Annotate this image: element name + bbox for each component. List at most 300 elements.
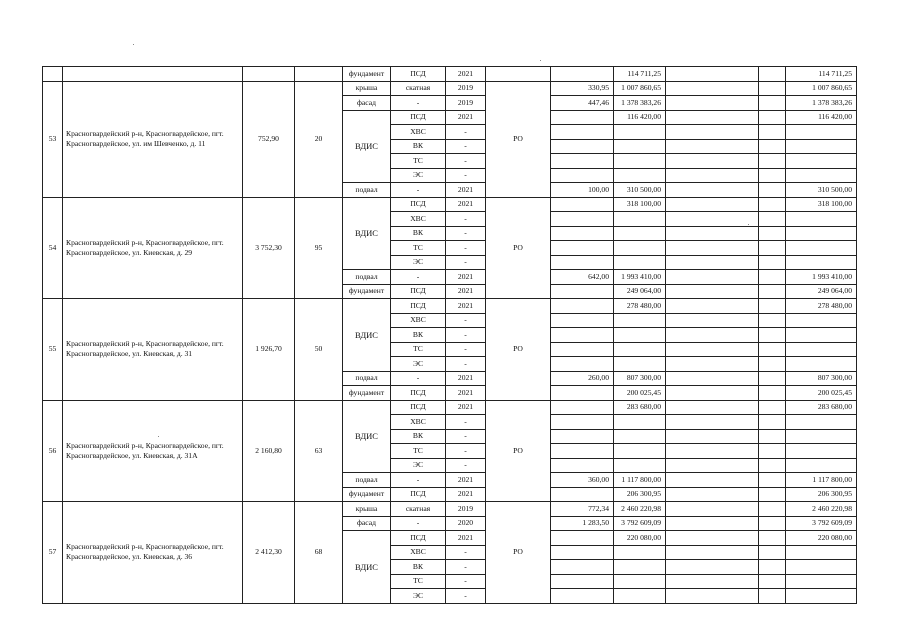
work-subtype: ЭС xyxy=(391,357,446,372)
empty-cell xyxy=(759,299,786,314)
house-address: Красногвардейский р-н, Красногвардейское, пгт. Красногвардейское, ул. Киевская, д. 29 xyxy=(63,197,243,299)
work-total: 249 064,00 xyxy=(786,284,857,299)
work-subtype: ВК xyxy=(391,226,446,241)
work-total xyxy=(786,139,857,154)
work-year: 2021 xyxy=(446,299,486,314)
work-total xyxy=(786,458,857,473)
work-volume xyxy=(551,139,614,154)
work-element: фундамент xyxy=(343,386,391,401)
work-element: крыша xyxy=(343,81,391,96)
work-cost xyxy=(614,458,666,473)
work-year: - xyxy=(446,560,486,575)
work-cost: 283 680,00 xyxy=(614,400,666,415)
work-subtype: ПСД xyxy=(391,386,446,401)
empty-cell xyxy=(666,154,759,169)
work-cost: 220 080,00 xyxy=(614,531,666,546)
empty-cell xyxy=(666,96,759,111)
house-number xyxy=(43,67,63,82)
work-year: - xyxy=(446,444,486,459)
work-volume xyxy=(551,429,614,444)
work-element: фасад xyxy=(343,516,391,531)
work-subtype: ПСД xyxy=(391,531,446,546)
work-year: 2019 xyxy=(446,81,486,96)
table-row xyxy=(43,400,857,415)
method-ro xyxy=(486,67,551,82)
work-subtype: ЭС xyxy=(391,458,446,473)
empty-cell xyxy=(666,371,759,386)
empty-cell xyxy=(759,67,786,82)
work-volume: 772,34 xyxy=(551,502,614,517)
empty-cell xyxy=(666,299,759,314)
work-year: 2021 xyxy=(446,284,486,299)
empty-cell xyxy=(759,429,786,444)
table-row xyxy=(43,67,857,82)
work-element: подвал xyxy=(343,270,391,285)
house-address: Красногвардейский р-н, Красногвардейское, пгт. Красногвардейское, ул. им Шевченко, д. 11 xyxy=(63,81,243,197)
work-year: 2021 xyxy=(446,110,486,125)
empty-cell xyxy=(666,429,759,444)
work-element: ВДИС xyxy=(343,299,391,372)
work-total: 807 300,00 xyxy=(786,371,857,386)
work-cost xyxy=(614,415,666,430)
work-volume xyxy=(551,67,614,82)
work-year: - xyxy=(446,328,486,343)
empty-cell xyxy=(759,545,786,560)
table-row xyxy=(43,81,857,96)
empty-cell xyxy=(666,415,759,430)
work-year: - xyxy=(446,589,486,604)
house-address: Красногвардейский р-н, Красногвардейское, пгт. Красногвардейское, ул. Киевская, д. 31А xyxy=(63,400,243,502)
empty-cell xyxy=(759,255,786,270)
work-subtype: ТС xyxy=(391,444,446,459)
empty-cell xyxy=(759,241,786,256)
empty-cell xyxy=(759,357,786,372)
work-volume xyxy=(551,154,614,169)
work-subtype: скатная xyxy=(391,81,446,96)
work-year: 2021 xyxy=(446,473,486,488)
method-ro: РО xyxy=(486,299,551,401)
work-element: фундамент xyxy=(343,67,391,82)
work-total: 1 993 410,00 xyxy=(786,270,857,285)
work-volume xyxy=(551,357,614,372)
work-volume: 100,00 xyxy=(551,183,614,198)
house-area: 1 926,70 xyxy=(243,299,295,401)
empty-cell xyxy=(666,357,759,372)
empty-cell xyxy=(666,560,759,575)
work-subtype: ТС xyxy=(391,241,446,256)
work-volume xyxy=(551,415,614,430)
empty-cell xyxy=(759,487,786,502)
empty-cell xyxy=(759,96,786,111)
work-cost: 2 460 220,98 xyxy=(614,502,666,517)
repair-register-table xyxy=(42,66,857,604)
work-year: 2021 xyxy=(446,67,486,82)
work-volume xyxy=(551,197,614,212)
empty-cell xyxy=(759,371,786,386)
empty-cell xyxy=(759,444,786,459)
work-element: фундамент xyxy=(343,284,391,299)
work-cost xyxy=(614,255,666,270)
empty-cell xyxy=(759,284,786,299)
work-cost: 3 792 609,09 xyxy=(614,516,666,531)
empty-cell xyxy=(666,139,759,154)
empty-cell xyxy=(759,197,786,212)
work-total xyxy=(786,429,857,444)
work-year: 2021 xyxy=(446,400,486,415)
work-volume: 1 283,50 xyxy=(551,516,614,531)
empty-cell xyxy=(666,487,759,502)
empty-cell xyxy=(666,574,759,589)
work-total xyxy=(786,125,857,140)
work-cost xyxy=(614,429,666,444)
work-volume xyxy=(551,487,614,502)
work-cost: 278 480,00 xyxy=(614,299,666,314)
work-year: - xyxy=(446,212,486,227)
empty-cell xyxy=(759,313,786,328)
work-cost xyxy=(614,342,666,357)
empty-cell xyxy=(759,415,786,430)
empty-cell xyxy=(759,473,786,488)
work-total: 206 300,95 xyxy=(786,487,857,502)
work-total xyxy=(786,574,857,589)
work-total xyxy=(786,212,857,227)
work-total: 1 117 800,00 xyxy=(786,473,857,488)
empty-cell xyxy=(759,458,786,473)
work-cost: 1 117 800,00 xyxy=(614,473,666,488)
work-element: подвал xyxy=(343,371,391,386)
empty-cell xyxy=(666,284,759,299)
house-address xyxy=(63,67,243,82)
work-total xyxy=(786,545,857,560)
house-address: Красногвардейский р-н, Красногвардейское, пгт. Красногвардейское, ул. Киевская, д. 36 xyxy=(63,502,243,604)
work-volume xyxy=(551,125,614,140)
work-subtype: - xyxy=(391,96,446,111)
work-volume xyxy=(551,342,614,357)
work-subtype: ПСД xyxy=(391,284,446,299)
work-year: 2020 xyxy=(446,516,486,531)
work-year: - xyxy=(446,313,486,328)
work-volume xyxy=(551,284,614,299)
work-year: - xyxy=(446,429,486,444)
work-volume xyxy=(551,241,614,256)
work-subtype: - xyxy=(391,183,446,198)
empty-cell xyxy=(759,531,786,546)
work-year: - xyxy=(446,226,486,241)
work-cost xyxy=(614,313,666,328)
house-number: 53 xyxy=(43,81,63,197)
work-total: 116 420,00 xyxy=(786,110,857,125)
work-cost xyxy=(614,574,666,589)
work-cost xyxy=(614,212,666,227)
empty-cell xyxy=(759,125,786,140)
work-year: 2019 xyxy=(446,502,486,517)
empty-cell xyxy=(759,386,786,401)
empty-cell xyxy=(759,400,786,415)
empty-cell xyxy=(666,241,759,256)
work-cost: 1 007 860,65 xyxy=(614,81,666,96)
empty-cell xyxy=(759,328,786,343)
work-subtype: ХВС xyxy=(391,415,446,430)
work-total xyxy=(786,168,857,183)
empty-cell xyxy=(759,589,786,604)
work-total: 310 500,00 xyxy=(786,183,857,198)
empty-cell xyxy=(759,516,786,531)
table-row xyxy=(43,299,857,314)
work-element: подвал xyxy=(343,473,391,488)
house-number: 54 xyxy=(43,197,63,299)
empty-cell xyxy=(759,502,786,517)
work-year: - xyxy=(446,458,486,473)
house-count: 68 xyxy=(295,502,343,604)
work-total: 1 378 383,26 xyxy=(786,96,857,111)
work-year: 2021 xyxy=(446,197,486,212)
method-ro: РО xyxy=(486,400,551,502)
empty-cell xyxy=(666,81,759,96)
work-subtype: ВК xyxy=(391,560,446,575)
empty-cell xyxy=(666,458,759,473)
work-volume xyxy=(551,328,614,343)
empty-cell xyxy=(666,328,759,343)
work-volume xyxy=(551,545,614,560)
house-number: 55 xyxy=(43,299,63,401)
empty-cell xyxy=(759,154,786,169)
work-volume xyxy=(551,560,614,575)
work-subtype: ТС xyxy=(391,574,446,589)
work-cost: 1 993 410,00 xyxy=(614,270,666,285)
work-subtype: ПСД xyxy=(391,299,446,314)
method-ro: РО xyxy=(486,502,551,604)
work-subtype: - xyxy=(391,371,446,386)
work-subtype: ТС xyxy=(391,342,446,357)
work-element: крыша xyxy=(343,502,391,517)
work-cost: 114 711,25 xyxy=(614,67,666,82)
work-year: - xyxy=(446,139,486,154)
work-total xyxy=(786,342,857,357)
work-subtype: ПСД xyxy=(391,67,446,82)
work-element: ВДИС xyxy=(343,531,391,604)
work-total: 1 007 860,65 xyxy=(786,81,857,96)
empty-cell xyxy=(666,589,759,604)
work-volume: 360,00 xyxy=(551,473,614,488)
work-total: 114 711,25 xyxy=(786,67,857,82)
work-subtype: скатная xyxy=(391,502,446,517)
work-subtype: ПСД xyxy=(391,400,446,415)
work-year: 2021 xyxy=(446,386,486,401)
work-total: 283 680,00 xyxy=(786,400,857,415)
work-volume xyxy=(551,255,614,270)
work-total xyxy=(786,241,857,256)
work-volume xyxy=(551,226,614,241)
house-count: 63 xyxy=(295,400,343,502)
work-year: - xyxy=(446,125,486,140)
work-year: 2021 xyxy=(446,183,486,198)
house-area: 3 752,30 xyxy=(243,197,295,299)
work-volume xyxy=(551,313,614,328)
house-area: 2 412,30 xyxy=(243,502,295,604)
work-cost xyxy=(614,545,666,560)
empty-cell xyxy=(759,574,786,589)
work-subtype: ВК xyxy=(391,328,446,343)
work-subtype: ВК xyxy=(391,139,446,154)
empty-cell xyxy=(666,183,759,198)
work-total: 3 792 609,09 xyxy=(786,516,857,531)
work-subtype: - xyxy=(391,516,446,531)
work-subtype: - xyxy=(391,270,446,285)
house-count: 50 xyxy=(295,299,343,401)
house-count xyxy=(295,67,343,82)
empty-cell xyxy=(759,183,786,198)
work-subtype: ВК xyxy=(391,429,446,444)
work-year: - xyxy=(446,545,486,560)
empty-cell xyxy=(759,110,786,125)
work-total xyxy=(786,589,857,604)
work-subtype: ПСД xyxy=(391,110,446,125)
work-subtype: ЭС xyxy=(391,255,446,270)
work-cost: 318 100,00 xyxy=(614,197,666,212)
work-total xyxy=(786,226,857,241)
empty-cell xyxy=(666,545,759,560)
work-cost: 206 300,95 xyxy=(614,487,666,502)
work-element: фундамент xyxy=(343,487,391,502)
work-total xyxy=(786,255,857,270)
work-subtype: ТС xyxy=(391,154,446,169)
work-cost xyxy=(614,589,666,604)
house-area: 2 160,80 xyxy=(243,400,295,502)
work-year: - xyxy=(446,415,486,430)
empty-cell xyxy=(759,270,786,285)
work-cost: 249 064,00 xyxy=(614,284,666,299)
empty-cell xyxy=(666,516,759,531)
work-cost xyxy=(614,357,666,372)
empty-cell xyxy=(666,400,759,415)
work-total xyxy=(786,357,857,372)
empty-cell xyxy=(759,342,786,357)
table-row xyxy=(43,502,857,517)
work-total xyxy=(786,444,857,459)
empty-cell xyxy=(759,168,786,183)
work-subtype: ПСД xyxy=(391,487,446,502)
work-volume: 330,95 xyxy=(551,81,614,96)
work-subtype: ПСД xyxy=(391,197,446,212)
work-cost xyxy=(614,139,666,154)
work-year: - xyxy=(446,357,486,372)
work-volume: 447,46 xyxy=(551,96,614,111)
empty-cell xyxy=(666,197,759,212)
work-element: ВДИС xyxy=(343,197,391,270)
work-year: 2019 xyxy=(446,96,486,111)
work-total: 200 025,45 xyxy=(786,386,857,401)
work-cost xyxy=(614,125,666,140)
empty-cell xyxy=(759,560,786,575)
work-subtype: - xyxy=(391,473,446,488)
work-year: 2021 xyxy=(446,487,486,502)
house-area: 752,90 xyxy=(243,81,295,197)
work-volume xyxy=(551,531,614,546)
house-number: 56 xyxy=(43,400,63,502)
empty-cell xyxy=(666,473,759,488)
work-year: - xyxy=(446,168,486,183)
work-total xyxy=(786,154,857,169)
work-year: 2021 xyxy=(446,270,486,285)
empty-cell xyxy=(666,502,759,517)
work-cost: 200 025,45 xyxy=(614,386,666,401)
work-element: фасад xyxy=(343,96,391,111)
work-volume xyxy=(551,400,614,415)
work-cost xyxy=(614,226,666,241)
work-total xyxy=(786,560,857,575)
empty-cell xyxy=(666,270,759,285)
empty-cell xyxy=(666,342,759,357)
empty-cell xyxy=(759,139,786,154)
work-volume xyxy=(551,168,614,183)
house-number: 57 xyxy=(43,502,63,604)
work-subtype: ЭС xyxy=(391,168,446,183)
house-address: Красногвардейский р-н, Красногвардейское, пгт. Красногвардейское, ул. Киевская, д. 31 xyxy=(63,299,243,401)
work-volume xyxy=(551,110,614,125)
method-ro: РО xyxy=(486,197,551,299)
work-volume xyxy=(551,299,614,314)
work-cost xyxy=(614,560,666,575)
empty-cell xyxy=(666,212,759,227)
empty-cell xyxy=(666,255,759,270)
work-subtype: ЭС xyxy=(391,589,446,604)
work-total xyxy=(786,328,857,343)
table-row xyxy=(43,197,857,212)
work-total: 278 480,00 xyxy=(786,299,857,314)
work-cost xyxy=(614,241,666,256)
work-cost xyxy=(614,154,666,169)
work-year: - xyxy=(446,574,486,589)
work-volume xyxy=(551,589,614,604)
empty-cell xyxy=(666,444,759,459)
method-ro: РО xyxy=(486,81,551,197)
work-volume: 642,00 xyxy=(551,270,614,285)
empty-cell xyxy=(666,168,759,183)
work-volume: 260,00 xyxy=(551,371,614,386)
work-cost: 116 420,00 xyxy=(614,110,666,125)
work-element: ВДИС xyxy=(343,110,391,183)
house-count: 95 xyxy=(295,197,343,299)
work-volume xyxy=(551,458,614,473)
work-year: 2021 xyxy=(446,371,486,386)
empty-cell xyxy=(666,386,759,401)
work-cost: 807 300,00 xyxy=(614,371,666,386)
work-volume xyxy=(551,444,614,459)
work-total: 318 100,00 xyxy=(786,197,857,212)
work-year: - xyxy=(446,255,486,270)
empty-cell xyxy=(666,110,759,125)
work-element: подвал xyxy=(343,183,391,198)
empty-cell xyxy=(759,226,786,241)
work-year: 2021 xyxy=(446,531,486,546)
work-subtype: ХВС xyxy=(391,212,446,227)
work-cost: 1 378 383,26 xyxy=(614,96,666,111)
work-subtype: ХВС xyxy=(391,125,446,140)
work-year: - xyxy=(446,342,486,357)
work-year: - xyxy=(446,241,486,256)
house-area xyxy=(243,67,295,82)
work-volume xyxy=(551,386,614,401)
empty-cell xyxy=(666,313,759,328)
work-subtype: ХВС xyxy=(391,545,446,560)
work-subtype: ХВС xyxy=(391,313,446,328)
work-total: 2 460 220,98 xyxy=(786,502,857,517)
empty-cell xyxy=(666,67,759,82)
work-cost xyxy=(614,444,666,459)
work-cost xyxy=(614,168,666,183)
work-total xyxy=(786,313,857,328)
empty-cell xyxy=(759,81,786,96)
